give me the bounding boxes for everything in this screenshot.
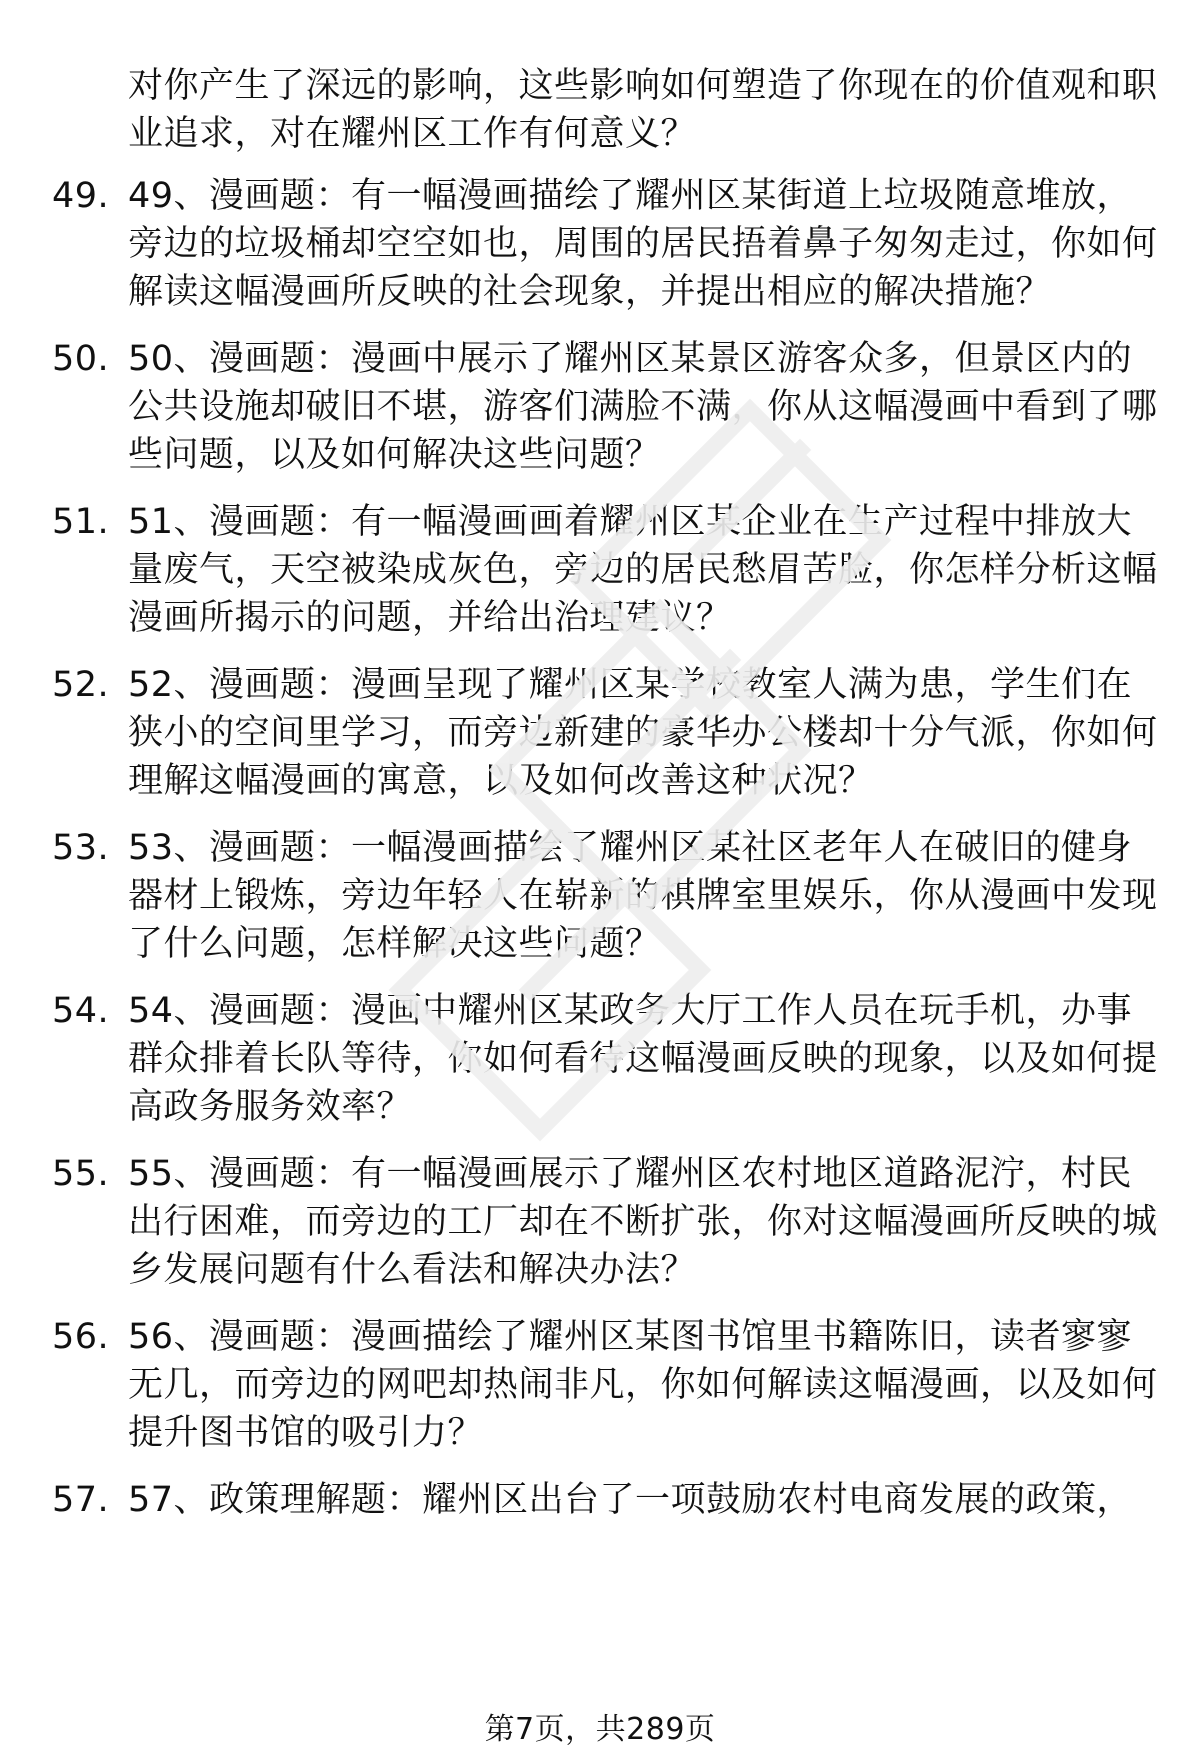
item-number: 50.: [52, 339, 110, 379]
item-number: 54.: [52, 991, 110, 1031]
item-text: 50、漫画题：漫画中展示了耀州区某景区游客众多，但景区内的公共设施却破旧不堪，游客们满脸不满，你从这幅漫画中看到了哪些问题，以及如何解决这些问题？: [128, 339, 1158, 475]
item-number: 53.: [52, 828, 110, 868]
item-text: 53、漫画题：一幅漫画描绘了耀州区某社区老年人在破旧的健身器材上锻炼，旁边年轻人在崭新的棋牌室里娱乐，你从漫画中发现了什么问题，怎样解决这些问题？: [128, 828, 1158, 964]
item-text: 57、政策理解题：耀州区出台了一项鼓励农村电商发展的政策，: [128, 1480, 1133, 1520]
item-number: 49.: [52, 176, 110, 216]
item-text: 52、漫画题：漫画呈现了耀州区某学校教室人满为患，学生们在狭小的空间里学习，而旁边新建的豪华办公楼却十分气派，你如何理解这幅漫画的寓意，以及如何改善这种状况？: [128, 665, 1158, 801]
item-text: 51、漫画题：有一幅漫画画着耀州区某企业在生产过程中排放大量废气，天空被染成灰色，旁边的居民愁眉苦脸，你怎样分析这幅漫画所揭示的问题，并给出治理建议？: [128, 502, 1158, 638]
continuation-paragraph: 对你产生了深远的影响，这些影响如何塑造了你现在的价值观和职业追求，对在耀州区工作有何意义？: [128, 66, 1158, 154]
item-number: 56.: [52, 1317, 110, 1357]
item-text: 56、漫画题：漫画描绘了耀州区某图书馆里书籍陈旧，读者寥寥无几，而旁边的网吧却热闹非凡，你如何解读这幅漫画，以及如何提升图书馆的吸引力？: [128, 1317, 1158, 1453]
item-number: 51.: [52, 502, 110, 542]
item-number: 52.: [52, 665, 110, 705]
page-footer: 第7页，共289页: [484, 1712, 716, 1747]
item-text: 49、漫画题：有一幅漫画描绘了耀州区某街道上垃圾随意堆放，旁边的垃圾桶却空空如也，周围的居民捂着鼻子匆匆走过，你如何解读这幅漫画所反映的社会现象，并提出相应的解决措施？: [128, 176, 1158, 312]
item-number: 55.: [52, 1154, 110, 1194]
item-number: 57.: [52, 1480, 110, 1520]
item-text: 54、漫画题：漫画中耀州区某政务大厅工作人员在玩手机，办事群众排着长队等待，你如何看待这幅漫画反映的现象，以及如何提高政务服务效率？: [128, 991, 1158, 1127]
item-text: 55、漫画题：有一幅漫画展示了耀州区农村地区道路泥泞，村民出行困难，而旁边的工厂却在不断扩张，你对这幅漫画所反映的城乡发展问题有什么看法和解决办法？: [128, 1154, 1158, 1290]
